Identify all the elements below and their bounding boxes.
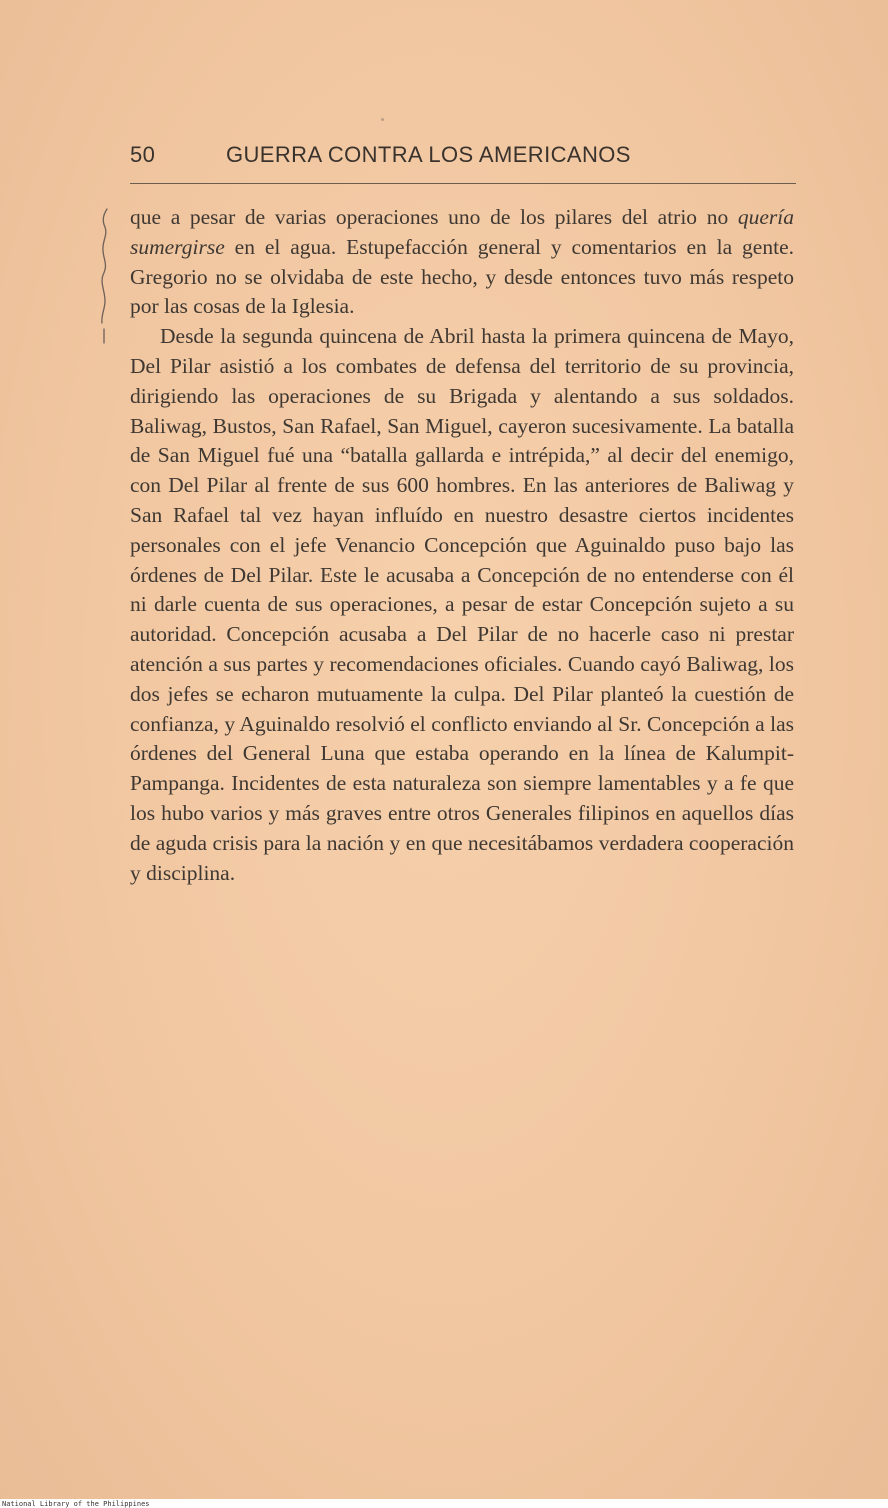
page-number: 50 <box>130 142 156 167</box>
paragraph-del-pilar: Desde la segunda quincena de Abril hasta la primera quincena de Mayo, Del Pilar asistió a los combates de defensa del territorio de su provincia, dirigiendo las operaciones de su Brigada y alentando a sus soldados. Baliwag, Bustos, San Rafael, San Miguel, cayeron sucesivamente. La batalla de San Miguel fué una “batalla gallarda e intrépida,” al decir del enemigo, con Del Pilar al frente de sus 600 hombres. En las anteriores de Baliwag y San Rafael tal vez hayan influído en nuestro desastre ciertos incidentes personales con el jefe Venancio Concepción que Aguinaldo puso bajo las órdenes de Del Pilar. Este le acusaba a Concepción de no entenderse con él ni darle cuenta de sus operaciones, a pesar de estar Concepción sujeto a su autoridad. Concepción acusaba a Del Pilar de no hacerle caso ni prestar atención a sus partes y recomendaciones oficiales. Cuando cayó Baliwag, los dos jefes se echaron mutuamente la culpa. Del Pilar planteó la cuestión de confianza, y Aguinaldo resolvió el conflicto enviando al Sr. Concepción a las órdenes del General Luna que estaba operando en la línea de Kalumpit-Pampanga. Incidentes de esta naturaleza son siempre lamentables y a fe que los hubo varios y más graves entre otros Generales filipinos en aquellos días de aguda crisis para la nación y en que necesitábamos verdadera cooperación y disciplina. <box>130 324 794 885</box>
library-credit: National Library of the Philippines <box>2 1500 150 1508</box>
handwritten-margin-mark <box>96 205 116 345</box>
body-text <box>130 203 794 888</box>
paragraph-text: que a pesar de varias operaciones uno de los pilares del atrio no <box>130 205 738 229</box>
paragraph-text: en el agua. Estupefacción general y comentarios en la gente. Gregorio no se olvidaba de este hecho, y desde entonces tuvo más respeto por las cosas de la Iglesia. <box>130 234 794 319</box>
paragraph-continuation <box>130 203 794 322</box>
running-title: GUERRA CONTRA LOS AMERICANOS <box>226 142 631 167</box>
paper-speck <box>381 118 384 121</box>
running-head <box>130 140 796 172</box>
italic-phrase: quería sumergirse <box>130 205 794 259</box>
header-rule <box>130 183 796 184</box>
